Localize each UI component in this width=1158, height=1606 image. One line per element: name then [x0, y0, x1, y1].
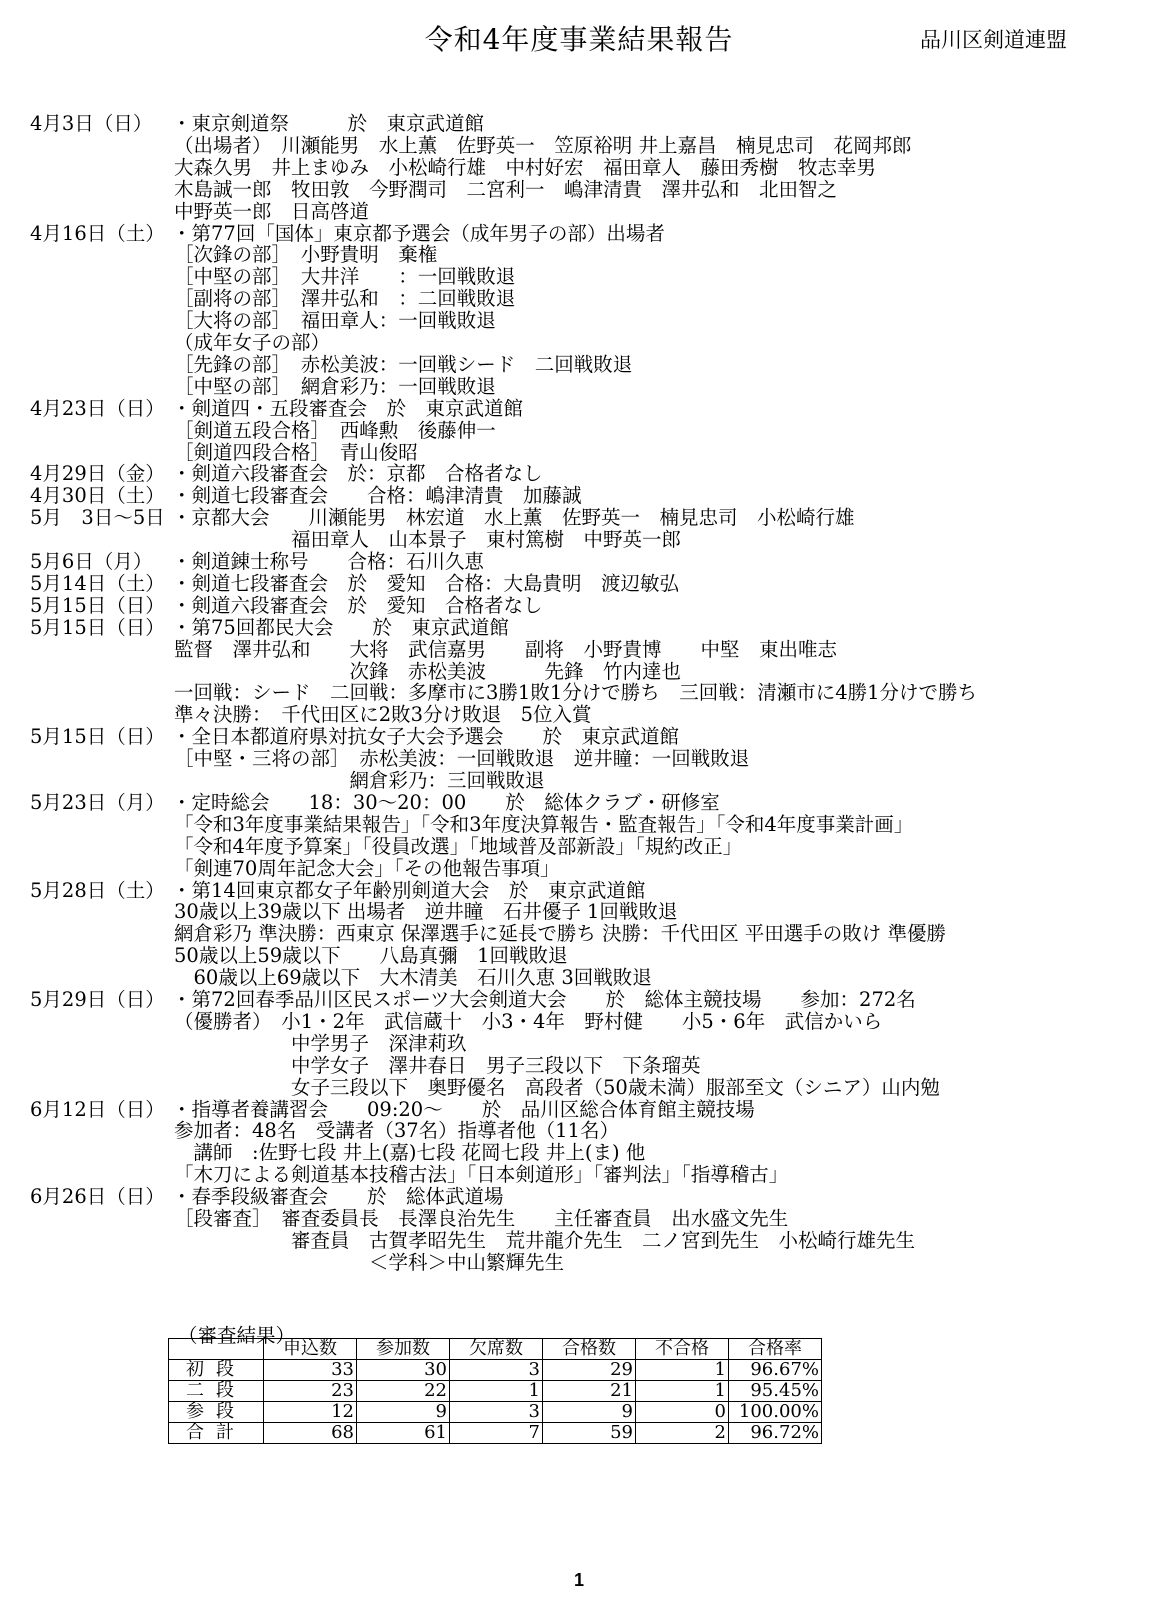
entry-date: 4月3日（日） — [30, 112, 153, 135]
entry-detail-line: ［先鋒の部］ 赤松美波：一回戦シード 二回戦敗退 — [174, 352, 633, 376]
entry-heading: ・剣道六段審査会 於 愛知 合格者なし — [172, 593, 543, 617]
entry-date: 4月16日（土） — [30, 221, 165, 245]
entry-date: 4月23日（日） — [30, 396, 165, 420]
grade-cell: 合計 — [169, 1423, 264, 1444]
entry-heading: ・剣道六段審査会 於：京都 合格者なし — [172, 462, 543, 486]
entry-heading: ・東京剣道祭 於 東京武道館 — [172, 112, 485, 135]
entry-detail-line: 大森久男 井上まゆみ 小松崎行雄 中村好宏 福田章人 藤田秀樹 牧志幸男 — [174, 155, 877, 179]
entry-date: 6月12日（日） — [30, 1097, 165, 1121]
entry-detail-line: 60歳以上69歳以下 大木清美 石川久恵 3回戦敗退 — [174, 966, 652, 990]
header-cell: 合格数 — [543, 1339, 636, 1360]
value-cell: 30 — [357, 1360, 450, 1381]
rate-cell: 100.00% — [729, 1402, 822, 1423]
value-cell: 23 — [264, 1381, 357, 1402]
entry-date: 5月15日（日） — [30, 593, 165, 617]
value-cell: 3 — [450, 1402, 543, 1423]
grade-cell: 初段 — [169, 1360, 264, 1381]
entry-heading: ・第72回春季品川区民スポーツ大会剣道大会 於 総体主競技場 参加：272名 — [172, 988, 916, 1011]
entry-heading: ・第14回東京都女子年齢別剣道大会 於 東京武道館 — [172, 878, 646, 902]
header-cell: 合格率 — [729, 1339, 822, 1360]
exam-results-table — [168, 1338, 822, 1444]
value-cell: 9 — [357, 1402, 450, 1423]
grade-cell: 二段 — [169, 1381, 264, 1402]
entry-detail-line: 一回戦：シード 二回戦：多摩市に3勝1敗1分けで勝ち 三回戦：清瀬市に4勝1分けで勝ち — [174, 681, 978, 705]
entry-heading: ・剣道四・五段審査会 於 東京武道館 — [172, 396, 524, 420]
entry-date: 5月 3日～5日 — [30, 506, 165, 530]
entry-heading: ・京都大会 川瀬能男 林宏道 水上薫 佐野英一 楠見忠司 小松崎行雄 — [172, 506, 855, 530]
entry-detail-line: ［中堅・三将の部］ 赤松美波：一回戦敗退 逆井瞳：一回戦敗退 — [174, 747, 750, 771]
rate-cell: 96.72% — [729, 1423, 822, 1444]
entry-detail-line: ［剣道五段合格］ 西峰勲 後藤伸一 — [174, 418, 496, 442]
entry-detail-line: 網倉彩乃 準決勝：西東京 保澤選手に延長で勝ち 決勝：千代田区 平田選手の敗け 準優勝 — [174, 922, 946, 946]
entry-detail-line: ［中堅の部］ 大井洋 ：一回戦敗退 — [174, 265, 516, 289]
table-row — [169, 1423, 822, 1444]
entry-date: 5月28日（土） — [30, 878, 165, 902]
value-cell: 7 — [450, 1423, 543, 1444]
page-title: 令和4年度事業結果報告 — [424, 23, 734, 56]
header-cell: 不合格 — [636, 1339, 729, 1360]
rate-cell: 96.67% — [729, 1360, 822, 1381]
entry-detail-line: 「木刀による剣道基本技稽古法」「日本剣道形」「審判法」「指導稽古」 — [174, 1163, 789, 1187]
rate-cell: 95.45% — [729, 1381, 822, 1402]
organization-name: 品川区剣道連盟 — [920, 28, 1067, 52]
value-cell: 21 — [543, 1381, 636, 1402]
entry-heading: ・指導者養講習会 09:20～ 於 品川区総合体育館主競技場 — [172, 1097, 755, 1121]
entry-detail-line: 講師 :佐野七段 井上(嘉)七段 花岡七段 井上(ま) 他 — [174, 1141, 646, 1165]
header-cell: 申込数 — [264, 1339, 357, 1360]
entry-heading: ・春季段級審査会 於 総体武道場 — [172, 1185, 504, 1209]
entry-date: 4月29日（金） — [30, 462, 165, 486]
value-cell: 22 — [357, 1381, 450, 1402]
header-cell — [169, 1339, 264, 1360]
entry-detail-line: 福田章人 山本景子 東村篤樹 中野英一郎 — [174, 528, 682, 552]
value-cell: 68 — [264, 1423, 357, 1444]
results-caption: （審査結果） — [178, 1324, 296, 1347]
entry-detail-line: 参加者：48名 受講者（37名）指導者他（11名） — [174, 1119, 619, 1143]
entry-heading: ・全日本都道府県対抗女子大会予選会 於 東京武道館 — [172, 725, 680, 749]
entry-heading: ・剣道錬士称号 合格：石川久恵 — [172, 550, 485, 573]
entry-date: 4月30日（土） — [30, 484, 165, 508]
table-row — [169, 1360, 822, 1381]
entry-detail-line: 女子三段以下 奥野優名 高段者（50歳未満）服部至文（シニア）山内勉 — [174, 1075, 940, 1099]
entry-detail-line: ［中堅の部］ 網倉彩乃：一回戦敗退 — [174, 374, 496, 398]
value-cell: 2 — [636, 1423, 729, 1444]
entry-date: 5月15日（日） — [30, 725, 165, 749]
entry-heading: ・定時総会 18：30～20：00 於 総体クラブ・研修室 — [172, 790, 720, 814]
entry-detail-line: （成年女子の部） — [174, 331, 331, 354]
grade-cell: 参段 — [169, 1402, 264, 1423]
page-number: 1 — [573, 1570, 584, 1590]
entry-detail-line: 「剣連70周年記念大会」「その他報告事項」 — [174, 856, 560, 880]
results-header-row — [169, 1339, 822, 1360]
entry-detail-line: 木島誠一郎 牧田敦 今野潤司 二宮利一 嶋津清貴 澤井弘和 北田智之 — [174, 177, 838, 201]
entry-detail-line: ［段審査］ 審査委員長 長澤良治先生 主任審査員 出水盛文先生 — [174, 1207, 789, 1230]
entry-date: 5月15日（日） — [30, 615, 165, 639]
entry-heading: ・第77回「国体」東京都予選会（成年男子の部）出場者 — [172, 221, 665, 245]
entry-date: 5月23日（月） — [30, 790, 165, 814]
entry-date: 5月29日（日） — [30, 988, 165, 1011]
header-cell: 欠席数 — [450, 1339, 543, 1360]
entry-detail-line: 30歳以上39歳以下 出場者 逆井瞳 石井優子 1回戦敗退 — [174, 900, 678, 924]
value-cell: 1 — [636, 1381, 729, 1402]
value-cell: 9 — [543, 1402, 636, 1423]
value-cell: 12 — [264, 1402, 357, 1423]
value-cell: 3 — [450, 1360, 543, 1381]
entry-detail-line: ［剣道四段合格］ 青山俊昭 — [174, 440, 418, 464]
entry-detail-line: （優勝者） 小1・2年 武信蔵十 小3・4年 野村健 小5・6年 武信かいら — [174, 1009, 883, 1033]
value-cell: 61 — [357, 1423, 450, 1444]
entry-detail-line: 「令和4年度予算案」「役員改選」「地域普及部新設」「規約改正」 — [174, 834, 743, 858]
entry-detail-line: 中野英一郎 日高啓道 — [174, 199, 370, 223]
entry-detail-line: 中学女子 澤井春日 男子三段以下 下条瑠英 — [174, 1053, 701, 1077]
entry-detail-line: ［副将の部］ 澤井弘和 ：二回戦敗退 — [174, 287, 516, 311]
entry-heading: ・剣道七段審査会 合格：嶋津清貴 加藤誠 — [172, 484, 582, 508]
entry-detail-line: 次鋒 赤松美波 先鋒 竹内達也 — [174, 659, 682, 683]
entry-date: 6月26日（日） — [30, 1185, 165, 1209]
value-cell: 0 — [636, 1402, 729, 1423]
header-cell: 参加数 — [357, 1339, 450, 1360]
entry-detail-line: 監督 澤井弘和 大将 武信嘉男 副将 小野貴博 中堅 東出唯志 — [174, 637, 838, 661]
entry-date: 5月14日（土） — [30, 571, 165, 595]
entry-detail-line: （出場者） 川瀬能男 水上薫 佐野英一 笠原裕明 井上嘉昌 楠見忠司 花岡邦郎 — [174, 133, 912, 157]
entry-detail-line: 網倉彩乃：三回戦敗退 — [174, 769, 545, 792]
entry-heading: ・剣道七段審査会 於 愛知 合格：大島貴明 渡辺敏弘 — [172, 571, 680, 595]
entry-heading: ・第75回都民大会 於 東京武道館 — [172, 615, 509, 639]
entry-detail-line: 準々決勝： 千代田区に2敗3分け敗退 5位入賞 — [174, 703, 592, 727]
value-cell: 1 — [450, 1381, 543, 1402]
value-cell: 33 — [264, 1360, 357, 1381]
value-cell: 1 — [636, 1360, 729, 1381]
entry-detail-line: 50歳以上59歳以下 八島真彌 1回戦敗退 — [174, 944, 568, 968]
entry-detail-line: 中学男子 深津莉玖 — [174, 1031, 467, 1055]
table-row — [169, 1402, 822, 1423]
entry-detail-line: ［大将の部］ 福田章人：一回戦敗退 — [174, 309, 496, 333]
entry-detail-line: 「令和3年度事業結果報告」「令和3年度決算報告・監査報告」「令和4年度事業計画」 — [174, 812, 914, 836]
entry-detail-line: 審査員 古賀孝昭先生 荒井龍介先生 二ノ宮到先生 小松崎行雄先生 — [174, 1228, 916, 1252]
value-cell: 59 — [543, 1423, 636, 1444]
value-cell: 29 — [543, 1360, 636, 1381]
entry-detail-line: ＜学科＞中山繁輝先生 — [174, 1250, 565, 1274]
entry-detail-line: ［次鋒の部］ 小野貴明 棄権 — [174, 243, 438, 267]
entry-date: 5月6日（月） — [30, 550, 153, 573]
table-row — [169, 1381, 822, 1402]
